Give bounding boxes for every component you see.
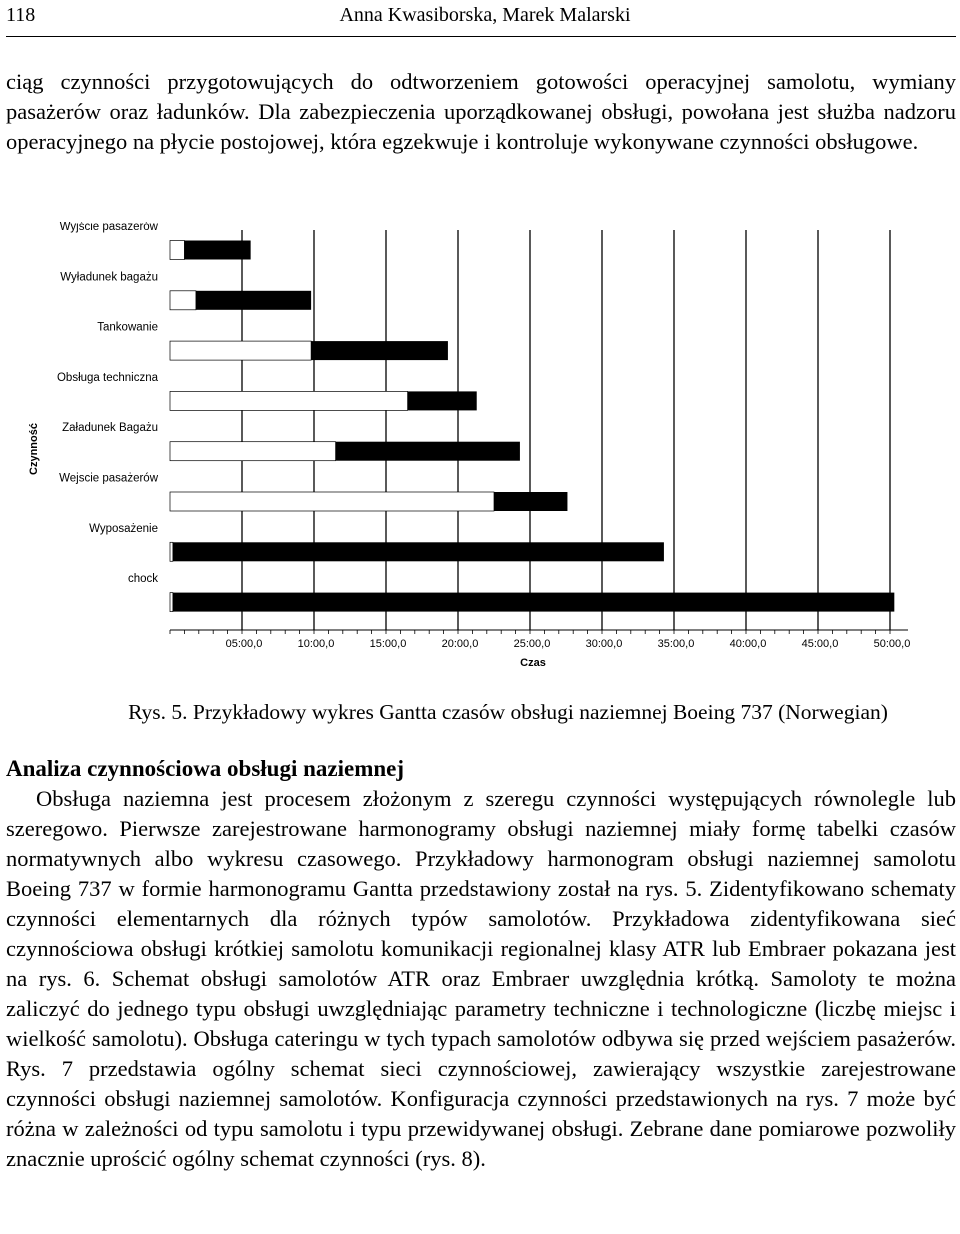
- x-tick-label: 30:00,0: [585, 638, 623, 650]
- figure-caption: Rys. 5. Przykładowy wykres Gantta czasów obsługi naziemnej Boeing 737 (Norwegian): [128, 700, 888, 724]
- x-tick-label: 20:00,0: [441, 638, 479, 650]
- chart-grid: [242, 230, 890, 630]
- header-rule: [6, 36, 956, 37]
- gantt-wait-bar: [170, 492, 494, 511]
- gantt-activity-bar: [336, 442, 520, 461]
- gantt-wait-bar: [170, 241, 184, 260]
- chart-category-labels: [57, 222, 159, 585]
- chart-x-axis: [170, 630, 910, 650]
- running-head-authors: Anna Kwasiborska, Marek Malarski: [339, 4, 631, 26]
- page-number: 118: [6, 4, 36, 26]
- x-tick-label: 45:00,0: [801, 638, 839, 650]
- running-header: [6, 0, 954, 34]
- intro-paragraph: ciąg czynności przygotowujących do odtworzeniem gotowości operacyjnej samolotu, wymiany pasażerów oraz ładunków. Dla zabezpieczenia uporządkowanej obsługi, powołana jest służba nadzoru operacyjnego na płycie postojowej, która egzekwuje i kontroluje wykonywane czynności obsługowe.: [6, 69, 956, 154]
- x-axis-label: Czas: [520, 657, 546, 669]
- x-tick-label: 50:00,0: [873, 638, 911, 650]
- x-tick-label: 35:00,0: [657, 638, 695, 650]
- x-tick-label: 15:00,0: [369, 638, 407, 650]
- gantt-activity-bar: [184, 241, 250, 260]
- gantt-wait-bar: [170, 542, 173, 561]
- category-label: Wejscie pasażerów: [59, 472, 158, 485]
- section-heading: Analiza czynnościowa obsługi naziemnej: [6, 756, 405, 781]
- gantt-wait-bar: [170, 391, 408, 410]
- y-axis-label: Czynność: [28, 423, 40, 475]
- gantt-activity-bar: [494, 492, 567, 511]
- category-label: Tankowanie: [97, 321, 158, 334]
- category-label: chock: [127, 573, 158, 586]
- x-tick-label: 40:00,0: [729, 638, 767, 650]
- gantt-activity-bar: [311, 341, 448, 360]
- x-tick-label: 05:00,0: [225, 638, 263, 650]
- gantt-chart: [0, 222, 960, 677]
- gantt-activity-bar: [196, 291, 311, 310]
- category-label: Obsługa techniczna: [56, 371, 158, 384]
- category-label: Wyjście pasażerów: [59, 222, 158, 233]
- category-label: Wyładunek bagażu: [60, 271, 158, 284]
- main-paragraph: Obsługa naziemna jest procesem złożonym z szeregu czynności występujących równolegle lub szeregowo. Pierwsze zarejestrowane harmonogramy obsługi naziemnej miały formę tabelki czasów normatywnych albo wykresu czasowego. Przykładowy harmonogram obsługi naziemnej samolotu Boeing 737 w formie harmonogramu Gantta przedstawiony został na rys. 5. Zidentyfikowano schematy czynności elementarnych dla różnych typów samolotów. Przykładowa zidentyfikowana sieć czynnościowa obsługi krótkiej samolotu komunikacji regionalnej klasy ATR lub Embraer pokazana jest na rys. 6. Schemat obsługi samolotów ATR oraz Embraer uwzględnia krótką. Samoloty te można zaliczyć do jednego typu obsługi uwzględniając parametry techniczne i technologiczne (liczbę miejsc i wielkość samolotu). Obsługa cateringu w tych typach samolotów odbywa się przed wejściem pasażerów. Rys. 7 przedstawia ogólny schemat sieci czynnościowej, zawierający wszystkie zarejestrowane czynności obsługi naziemnej samolotów. Konfiguracja czynności przedstawionych na rys. 7 może być różna w zależności od typu samolotu i typu przewidywanej obsługi. Zebrane dane pomiarowe pozwoliły znacznie uprościć ogólny schemat czynności (rys. 8).: [6, 786, 956, 1171]
- gantt-activity-bar: [173, 542, 664, 561]
- chart-bars: [170, 241, 894, 612]
- gantt-chart-svg: [0, 222, 960, 677]
- gantt-wait-bar: [170, 593, 173, 612]
- x-tick-label: 10:00,0: [297, 638, 335, 650]
- x-tick-label: 25:00,0: [513, 638, 551, 650]
- gantt-wait-bar: [170, 442, 336, 461]
- category-label: Wyposażenie: [89, 522, 158, 535]
- gantt-wait-bar: [170, 291, 196, 310]
- gantt-wait-bar: [170, 341, 311, 360]
- gantt-activity-bar: [173, 593, 894, 612]
- category-label: Załadunek Bagażu: [62, 422, 158, 435]
- gantt-activity-bar: [408, 391, 477, 410]
